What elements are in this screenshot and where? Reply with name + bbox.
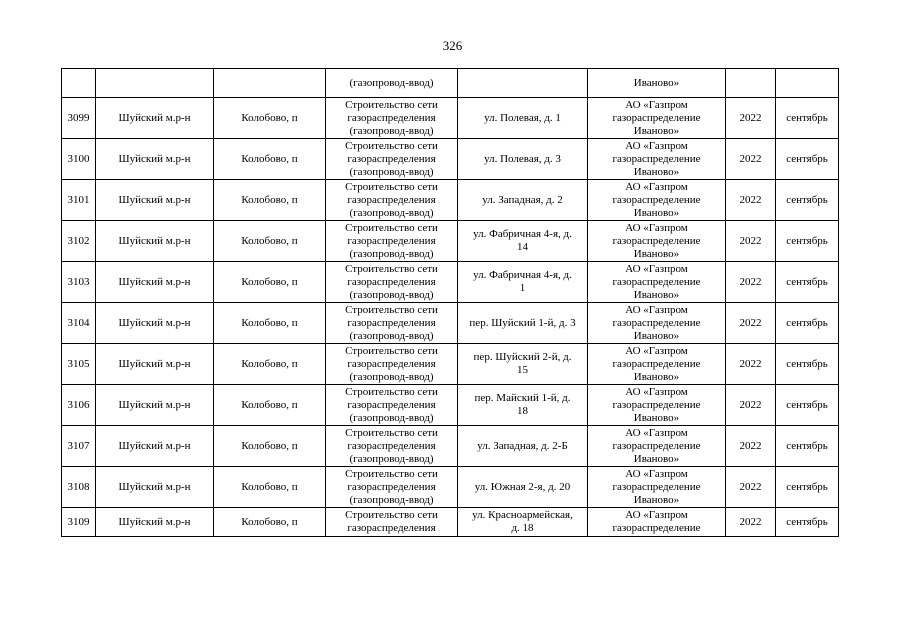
cell-locality: Колобово, п: [214, 303, 326, 344]
table-row: [62, 303, 839, 344]
cell-month: сентябрь: [776, 139, 839, 180]
cell-district: [96, 69, 214, 98]
cell-locality: Колобово, п: [214, 139, 326, 180]
table-row: [62, 262, 839, 303]
cell-num: 3109: [62, 508, 96, 537]
cell-year: 2022: [726, 508, 776, 537]
cell-locality: Колобово, п: [214, 508, 326, 537]
cell-org: АО «Газпром газораспределение Иваново»: [588, 180, 726, 221]
table-row: [62, 98, 839, 139]
gas-works-table: [61, 68, 839, 537]
cell-num: 3102: [62, 221, 96, 262]
table-row: [62, 426, 839, 467]
cell-district: Шуйский м.р-н: [96, 98, 214, 139]
cell-num: [62, 69, 96, 98]
cell-locality: Колобово, п: [214, 344, 326, 385]
cell-num: 3100: [62, 139, 96, 180]
cell-org: АО «Газпром газораспределение: [588, 508, 726, 537]
cell-address: пер. Майский 1-й, д. 18: [458, 385, 588, 426]
cell-org: АО «Газпром газораспределение Иваново»: [588, 385, 726, 426]
cell-address: ул. Фабричная 4-я, д. 1: [458, 262, 588, 303]
cell-address: ул. Полевая, д. 1: [458, 98, 588, 139]
cell-district: Шуйский м.р-н: [96, 303, 214, 344]
cell-num: 3107: [62, 426, 96, 467]
cell-address: [458, 69, 588, 98]
cell-district: Шуйский м.р-н: [96, 262, 214, 303]
cell-month: [776, 69, 839, 98]
cell-district: Шуйский м.р-н: [96, 385, 214, 426]
cell-year: 2022: [726, 139, 776, 180]
cell-address: пер. Шуйский 2-й, д. 15: [458, 344, 588, 385]
cell-num: 3099: [62, 98, 96, 139]
cell-work: Строительство сети газораспределения (газопровод-ввод): [326, 221, 458, 262]
cell-month: сентябрь: [776, 344, 839, 385]
cell-num: 3101: [62, 180, 96, 221]
cell-org: АО «Газпром газораспределение Иваново»: [588, 303, 726, 344]
cell-work: Строительство сети газораспределения (газопровод-ввод): [326, 262, 458, 303]
cell-org: АО «Газпром газораспределение Иваново»: [588, 467, 726, 508]
cell-locality: Колобово, п: [214, 221, 326, 262]
cell-year: 2022: [726, 98, 776, 139]
cell-district: Шуйский м.р-н: [96, 426, 214, 467]
cell-address: ул. Полевая, д. 3: [458, 139, 588, 180]
cell-work: (газопровод-ввод): [326, 69, 458, 98]
cell-district: Шуйский м.р-н: [96, 180, 214, 221]
cell-locality: [214, 69, 326, 98]
table-row: [62, 180, 839, 221]
cell-work: Строительство сети газораспределения (газопровод-ввод): [326, 139, 458, 180]
cell-address: ул. Западная, д. 2: [458, 180, 588, 221]
cell-district: Шуйский м.р-н: [96, 221, 214, 262]
cell-org: АО «Газпром газораспределение Иваново»: [588, 98, 726, 139]
cell-address: ул. Красноармейская, д. 18: [458, 508, 588, 537]
cell-address: ул. Фабричная 4-я, д. 14: [458, 221, 588, 262]
cell-year: 2022: [726, 180, 776, 221]
cell-locality: Колобово, п: [214, 385, 326, 426]
cell-year: 2022: [726, 344, 776, 385]
cell-year: 2022: [726, 467, 776, 508]
cell-district: Шуйский м.р-н: [96, 467, 214, 508]
cell-work: Строительство сети газораспределения (газопровод-ввод): [326, 344, 458, 385]
cell-locality: Колобово, п: [214, 180, 326, 221]
cell-org: АО «Газпром газораспределение Иваново»: [588, 262, 726, 303]
cell-org: Иваново»: [588, 69, 726, 98]
table-row: [62, 139, 839, 180]
cell-org: АО «Газпром газораспределение Иваново»: [588, 139, 726, 180]
cell-work: Строительство сети газораспределения (газопровод-ввод): [326, 467, 458, 508]
table-row: [62, 385, 839, 426]
cell-year: 2022: [726, 385, 776, 426]
cell-month: сентябрь: [776, 508, 839, 537]
cell-address: ул. Южная 2-я, д. 20: [458, 467, 588, 508]
cell-district: Шуйский м.р-н: [96, 344, 214, 385]
cell-year: 2022: [726, 426, 776, 467]
cell-num: 3106: [62, 385, 96, 426]
page-number: 326: [442, 38, 463, 53]
cell-locality: Колобово, п: [214, 426, 326, 467]
cell-year: 2022: [726, 221, 776, 262]
cell-year: 2022: [726, 303, 776, 344]
cell-work: Строительство сети газораспределения (газопровод-ввод): [326, 180, 458, 221]
cell-org: АО «Газпром газораспределение Иваново»: [588, 426, 726, 467]
table-row: [62, 467, 839, 508]
cell-address: ул. Западная, д. 2-Б: [458, 426, 588, 467]
cell-month: сентябрь: [776, 221, 839, 262]
cell-month: сентябрь: [776, 180, 839, 221]
cell-district: Шуйский м.р-н: [96, 508, 214, 537]
cell-month: сентябрь: [776, 98, 839, 139]
cell-locality: Колобово, п: [214, 262, 326, 303]
continuation-row: [62, 69, 839, 98]
table-row: [62, 221, 839, 262]
cell-num: 3104: [62, 303, 96, 344]
cell-num: 3108: [62, 467, 96, 508]
cell-org: АО «Газпром газораспределение Иваново»: [588, 221, 726, 262]
cell-address: пер. Шуйский 1-й, д. 3: [458, 303, 588, 344]
table-row: [62, 508, 839, 537]
cell-work: Строительство сети газораспределения (газопровод-ввод): [326, 385, 458, 426]
cell-year: 2022: [726, 262, 776, 303]
cell-work: Строительство сети газораспределения: [326, 508, 458, 537]
cell-month: сентябрь: [776, 426, 839, 467]
cell-num: 3103: [62, 262, 96, 303]
cell-district: Шуйский м.р-н: [96, 139, 214, 180]
cell-month: сентябрь: [776, 262, 839, 303]
cell-month: сентябрь: [776, 467, 839, 508]
cell-month: сентябрь: [776, 303, 839, 344]
cell-work: Строительство сети газораспределения (газопровод-ввод): [326, 98, 458, 139]
cell-work: Строительство сети газораспределения (газопровод-ввод): [326, 303, 458, 344]
cell-locality: Колобово, п: [214, 98, 326, 139]
cell-month: сентябрь: [776, 385, 839, 426]
cell-num: 3105: [62, 344, 96, 385]
table-body: [62, 69, 839, 537]
table-row: [62, 344, 839, 385]
cell-work: Строительство сети газораспределения (газопровод-ввод): [326, 426, 458, 467]
cell-year: [726, 69, 776, 98]
cell-org: АО «Газпром газораспределение Иваново»: [588, 344, 726, 385]
cell-locality: Колобово, п: [214, 467, 326, 508]
